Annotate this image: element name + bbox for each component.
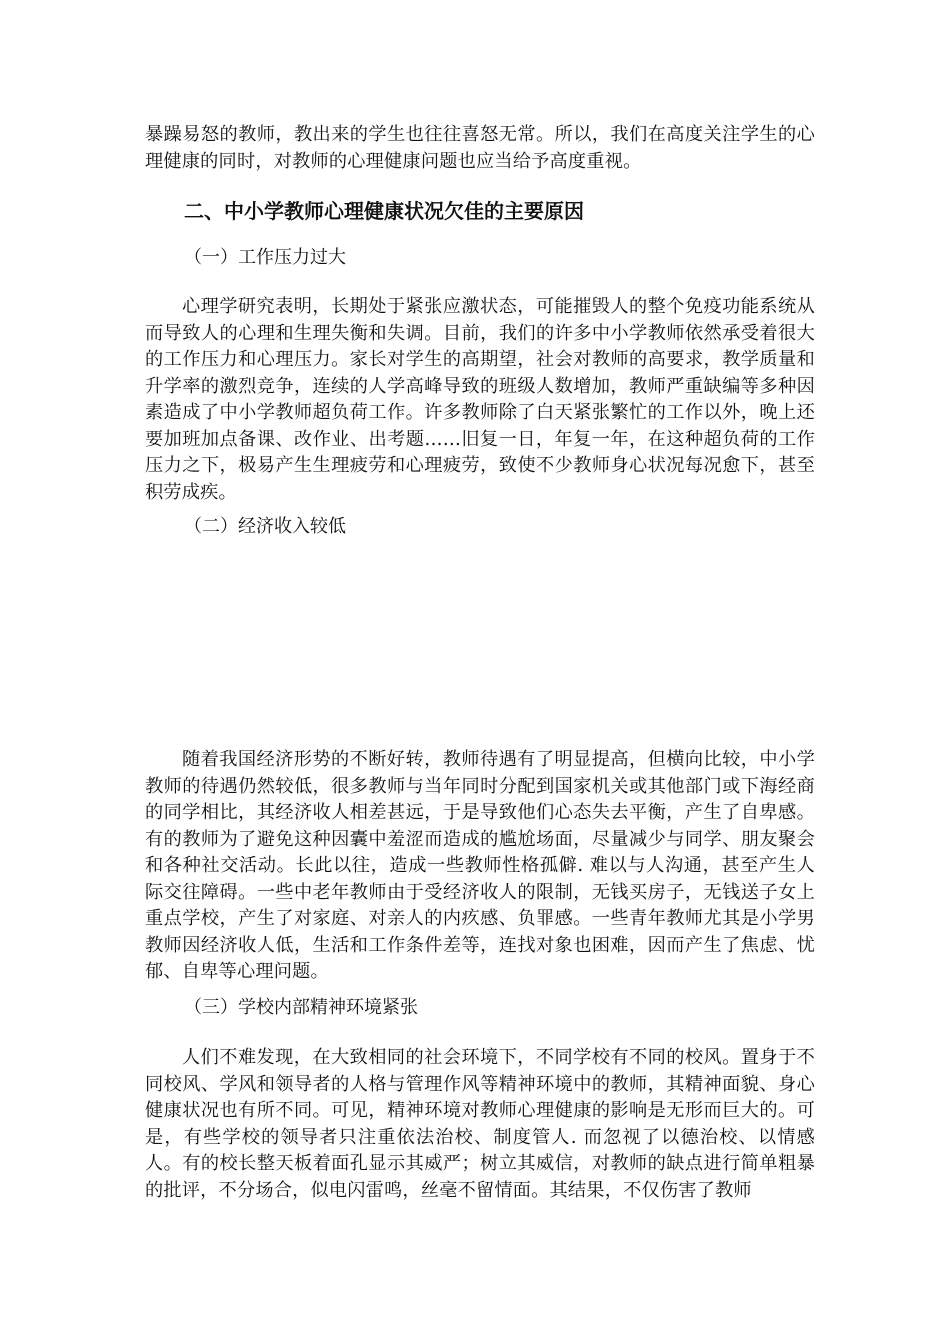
- paragraph-work-pressure: 心理学研究表明，长期处于紧张应激状态，可能摧毁人的整个免疫功能系统从而导致人的心理和生理失衡和失调。目前，我们的许多中小学教师依然承受着很大的工作压力和心理压力。家长对学生的高期望，社会对教师的高要求，教学质量和升学率的激烈竞争，连续的人学高峰导致的班级人数增加，教师严重缺编等多种因素造成了中小学教师超负荷工作。许多教师除了白天紧张繁忙的工作以外，晚上还要加班加点备课、改作业、出考题……旧复一日，年复一年，在这种超负荷的工作压力之下，极易产生生理疲劳和心理疲劳，致使不少教师身心状况每况愈下，甚至积劳成疾。: [145, 296, 815, 503]
- subsection-heading-school-environment: （三）学校内部精神环境紧张: [184, 997, 418, 1018]
- subsection-heading-work-pressure: （一）工作压力过大: [184, 247, 346, 268]
- paragraph-school-environment: 人们不难发现，在大致相同的社会环境下，不同学校有不同的校风。置身于不同校风、学风和领导者的人格与管理作风等精神环境中的教师，其精神面貌、身心健康状况也有所不同。可见，精神环境对教师心理健康的影响是无形而巨大的。可是，有些学校的领导者只注重依法治校、制度管人. 而忽视了以德治校、以情感人。有的校长整天板着面孔显示其威严；树立其威信，对教师的缺点进行简单粗暴的批评，不分场合，似电闪雷鸣，丝毫不留情面。其结果，不仅伤害了教师: [145, 1047, 815, 1201]
- section-heading: 二、中小学教师心理健康状况欠佳的主要原因: [184, 199, 584, 223]
- paragraph-low-income: 随着我国经济形势的不断好转，教师待遇有了明显提高，但横向比较，中小学教师的待遇仍然较低，很多教师与当年同时分配到国家机关或其他部门或下海经商的同学相比，其经济收人相差甚远，于是导致他们心态失去平衡，产生了自卑感。有的教师为了避免这种因囊中羞涩而造成的尴尬场面，尽量减少与同学、朋友聚会和各种社交活动。长此以往，造成一些教师性格孤僻. 难以与人沟通，甚至产生人际交往障碍。一些中老年教师由于受经济收人的限制，无钱买房子，无钱送子女上重点学校，产生了对家庭、对亲人的内疚感、负罪感。一些青年教师尤其是小学男教师因经济收人低，生活和工作条件差等，连找对象也困难，因而产生了焦虑、忧郁、自卑等心理问题。: [145, 749, 815, 982]
- subsection-heading-low-income: （二）经济收入较低: [184, 516, 346, 537]
- paragraph-intro-continuation: 暴躁易怒的教师，教出来的学生也往往喜怒无常。所以，我们在高度关注学生的心理健康的同时，对教师的心理健康问题也应当给予高度重视。: [145, 124, 815, 172]
